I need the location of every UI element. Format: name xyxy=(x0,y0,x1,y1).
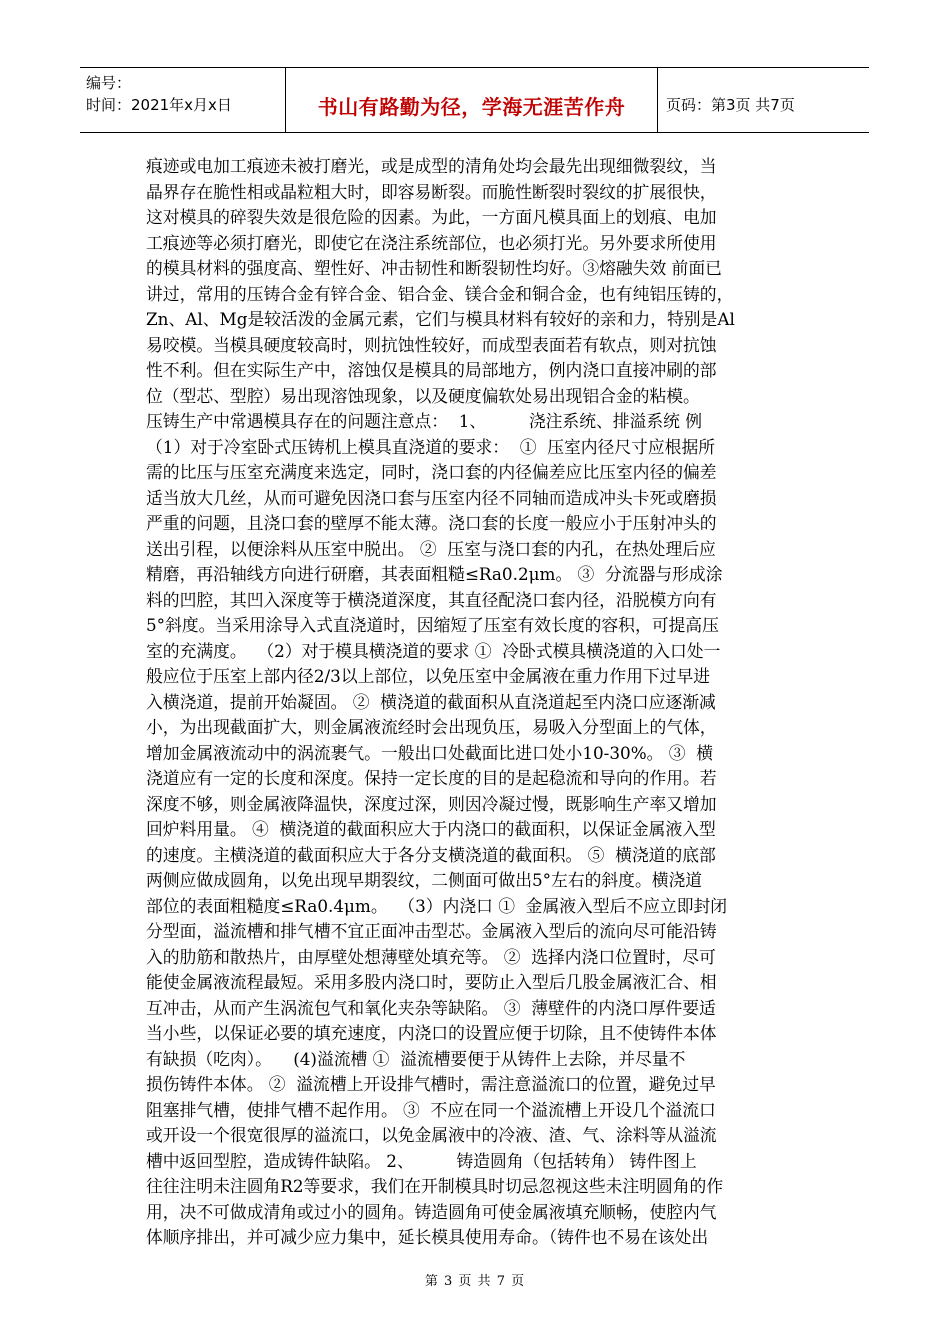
body-text-line: 互冲击，从而产生涡流包气和氧化夹杂等缺陷。 ③ 薄壁件的内浇口厚件要适 xyxy=(146,997,716,1018)
body-text-line: 5°斜度。当采用涂导入式直浇道时，因缩短了压室有效长度的容积，可提高压 xyxy=(146,615,719,635)
body-text-line: 精磨，再沿轴线方向进行研磨，其表面粗糙≤Ra0.2μm。 ③ 分流器与形成涂 xyxy=(146,564,723,584)
header-motto: 书山有路勤为径，学海无涯苦作舟 xyxy=(317,94,626,119)
header-motto-cell xyxy=(286,68,658,132)
header-page-info: 页码：第3页 共7页 xyxy=(666,95,795,114)
body-text-line: 增加金属液流动中的涡流裹气。一般出口处截面比进口处小10-30%。 ③ 横 xyxy=(146,742,713,763)
body-text-line: 送出引程，以便涂料从压室中脱出。 ② 压室与浇口套的内孔，在热处理后应 xyxy=(146,538,716,559)
body-text-line: 槽中返回型腔，造成铸件缺陷。 2、 铸造圆角（包括转角） 铸件图上 xyxy=(146,1150,697,1171)
body-text-line: 阻塞排气槽，使排气槽不起作用。 ③ 不应在同一个溢流槽上开设几个溢流口 xyxy=(146,1099,716,1120)
body-text-line: 严重的问题，且浇口套的壁厚不能太薄。浇口套的长度一般应小于压射冲头的 xyxy=(146,513,717,533)
body-text-line: 性不利。但在实际生产中，溶蚀仅是模具的局部地方，例内浇口直接冲刷的部 xyxy=(146,360,717,380)
document-time-label: 时间：2021年x月x日 xyxy=(86,96,232,114)
body-text-line: 浇道应有一定的长度和深度。保持一定长度的目的是起稳流和导向的作用。若 xyxy=(146,768,717,788)
body-text-line: 分型面，溢流槽和排气槽不宜正面冲击型芯。金属液入型后的流向尽可能沿铸 xyxy=(146,921,717,941)
body-text-line: 损伤铸件本体。 ② 溢流槽上开设排气槽时，需注意溢流口的位置，避免过早 xyxy=(146,1074,716,1094)
body-text-line: 当小些，以保证必要的填充速度，内浇口的设置应便于切除，且不使铸件本体 xyxy=(146,1023,717,1043)
body-text-line: Zn、Al、Mg是较活泼的金属元素，它们与模具材料有较好的亲和力，特别是Al xyxy=(146,309,735,329)
body-text-line: （1）对于冷室卧式压铸机上模具直浇道的要求： ① 压室内径尺寸应根据所 xyxy=(146,436,716,457)
body-text-line: 的模具材料的强度高、塑性好、冲击韧性和断裂韧性均好。③熔融失效 前面已 xyxy=(146,258,722,278)
body-text-line: 这对模具的碎裂失效是很危险的因素。为此，一方面凡模具面上的划痕、电加 xyxy=(146,207,717,227)
body-text-line: 料的凹腔，其凹入深度等于横浇道深度，其直径配浇口套内径，沿脱模方向有 xyxy=(146,589,717,610)
header-meta xyxy=(80,68,286,132)
body-text-line: 易咬模。当模具硬度较高时，则抗蚀性较好，而成型表面若有软点，则对抗蚀 xyxy=(146,334,717,355)
header-page-info-cell xyxy=(658,68,869,132)
document-body xyxy=(146,154,808,1251)
body-text-line: 适当放大几丝，从而可避免因浇口套与压室内径不同轴而造成冲头卡死或磨损 xyxy=(146,487,717,508)
body-text-line: 回炉料用量。 ④ 横浇道的截面积应大于内浇口的截面积，以保证金属液入型 xyxy=(146,819,716,839)
body-text-line: 深度不够，则金属液降温快，深度过深，则因冷凝过慢，既影响生产率又增加 xyxy=(146,793,717,814)
body-text-line: 工痕迹等必须打磨光，即使它在浇注系统部位，也必须打光。另外要求所使用 xyxy=(146,232,717,253)
body-text-line: 压铸生产中常遇模具存在的问题注意点： 1、 浇注系统、排溢系统 例 xyxy=(146,411,703,431)
body-text-line: 能使金属液流程最短。采用多股内浇口时，要防止入型后几股金属液汇合、相 xyxy=(146,972,717,992)
body-text-line: 部位的表面粗糙度≤Ra0.4μm。 （3）内浇口 ① 金属液入型后不应立即封闭 xyxy=(146,895,728,916)
body-text-line: 的速度。主横浇道的截面积应大于各分支横浇道的截面积。 ⑤ 横浇道的底部 xyxy=(146,844,716,865)
body-text-line: 痕迹或电加工痕迹未被打磨光，或是成型的清角处均会最先出现细微裂纹，当 xyxy=(146,156,717,176)
body-text-line: 讲过，常用的压铸合金有锌合金、铝合金、镁合金和铜合金，也有纯铝压铸的， xyxy=(146,283,734,304)
body-text-line: 晶界存在脆性相或晶粒粗大时，即容易断裂。而脆性断裂时裂纹的扩展很快， xyxy=(146,181,717,202)
body-text-line: 或开设一个很宽很厚的溢流口，以免金属液中的冷液、渣、气、涂料等从溢流 xyxy=(146,1125,717,1145)
body-text-line: 往往注明未注圆角R2等要求，我们在开制模具时切忌忽视这些未注明圆角的作 xyxy=(146,1176,724,1196)
page-header xyxy=(80,67,869,133)
page-footer: 第 3 页 共 7 页 xyxy=(424,1274,526,1289)
body-text-line: 两侧应做成圆角，以免出现早期裂纹，二侧面可做出5°左右的斜度。横浇道 xyxy=(146,870,703,890)
body-text-line: 小，为出现截面扩大，则金属液流经时会出现负压，易吸入分型面上的气体， xyxy=(146,717,717,737)
body-text-line: 入的肋筋和散热片，由厚壁处想薄壁处填充等。 ② 选择内浇口位置时，尽可 xyxy=(146,946,716,967)
document-number-label: 编号： xyxy=(86,74,132,92)
body-text-line: 有缺损（吃肉）。 (4)溢流槽 ① 溢流槽要便于从铸件上去除，并尽量不 xyxy=(146,1048,686,1069)
body-text-line: 需的比压与压室充满度来选定，同时，浇口套的内径偏差应比压室内径的偏差 xyxy=(146,462,717,482)
body-text-line: 用，决不可做成清角或过小的圆角。铸造圆角可使金属液填充顺畅，使腔内气 xyxy=(146,1201,717,1222)
body-text-line: 室的充满度。 （2）对于模具横浇道的要求 ① 冷卧式模具横浇道的入口处一 xyxy=(146,640,721,661)
body-text-line: 位（型芯、型腔）易出现溶蚀现象，以及硬度偏软处易出现铝合金的粘模。 xyxy=(146,385,700,406)
body-text-line: 般应位于压室上部内径2/3以上部位，以免压室中金属液在重力作用下过早进 xyxy=(146,666,711,686)
body-text-line: 入横浇道，提前开始凝固。 ② 横浇道的截面积从直浇道起至内浇口应逐渐减 xyxy=(146,691,716,712)
body-text-line: 体顺序排出，并可减少应力集中，延长模具使用寿命。（铸件也不易在该处出 xyxy=(146,1227,709,1247)
